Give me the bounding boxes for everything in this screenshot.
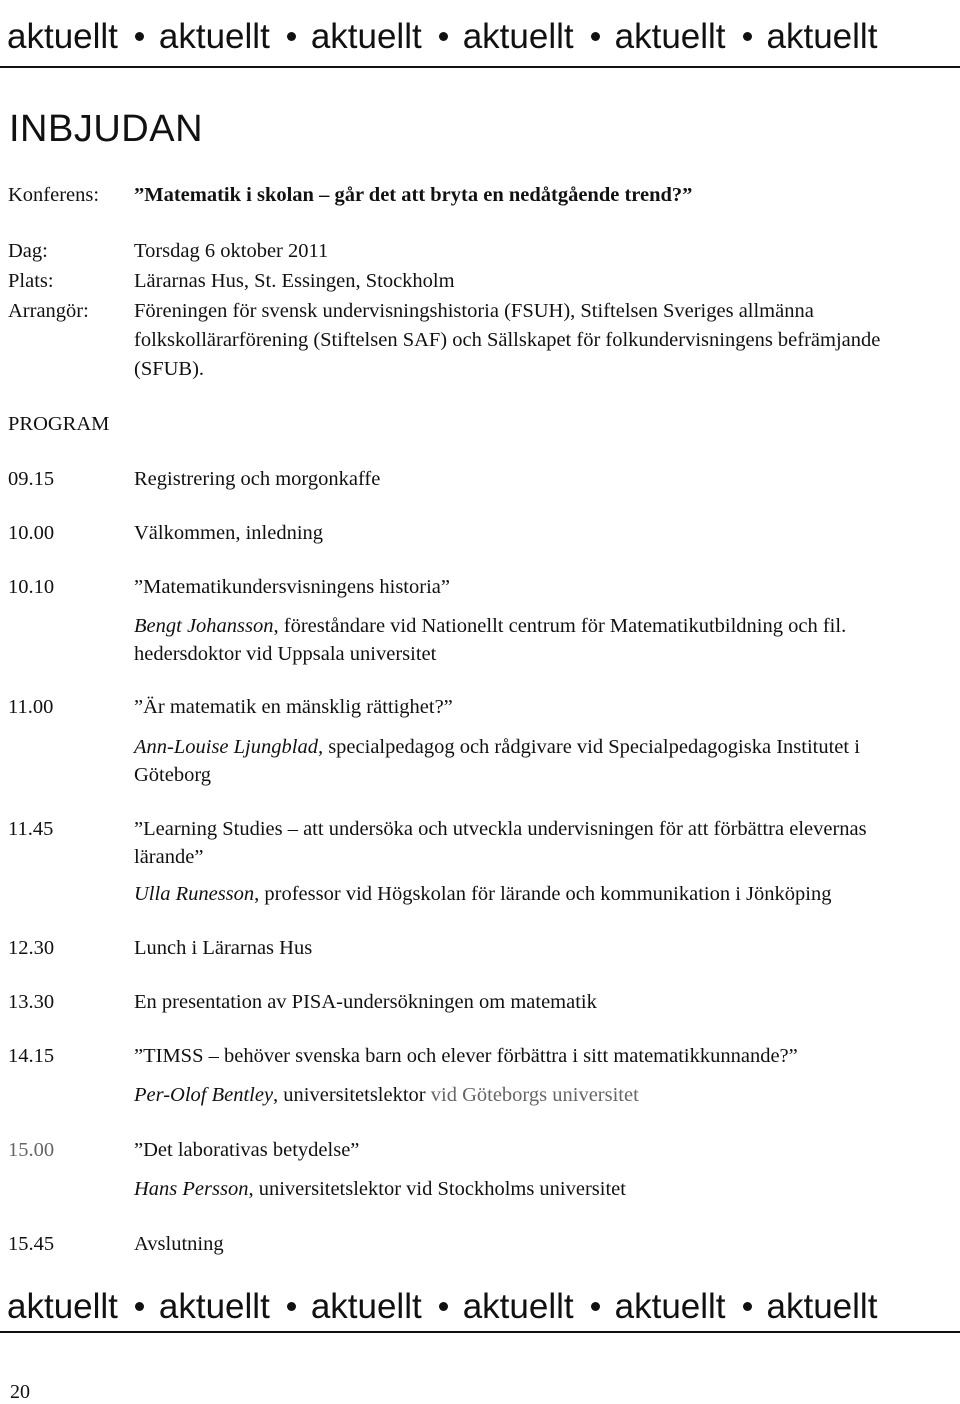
program-title: Välkommen, inledning xyxy=(134,522,324,544)
bullet-dot-icon xyxy=(287,1302,296,1311)
speaker-name: Ulla Runesson xyxy=(134,883,255,905)
day-label: Dag: xyxy=(8,240,48,262)
speaker-name: Per-Olof Bentley xyxy=(134,1084,274,1106)
band-word: aktuellt xyxy=(766,1287,878,1326)
band-word: aktuellt xyxy=(310,1287,422,1326)
bullet-dot-icon xyxy=(591,32,600,41)
band-word: aktuellt xyxy=(614,17,726,56)
speaker-role: , universitetslektor xyxy=(273,1084,426,1106)
organizer-label: Arrangör: xyxy=(8,300,89,322)
bullet-dot-icon xyxy=(591,1302,600,1311)
footer-band xyxy=(7,1282,953,1332)
speaker-name: Bengt Johansson xyxy=(134,615,274,637)
bullet-dot-icon xyxy=(135,32,144,41)
band-word: aktuellt xyxy=(7,1287,118,1326)
bullet-dot-icon xyxy=(743,32,752,41)
program-time: 15.00 xyxy=(8,1139,55,1161)
speaker-role: specialpedagog och rådgivare vid Specialpedagogiska Institutet i Göteborg xyxy=(134,736,860,786)
program-title: Avslutning xyxy=(134,1233,224,1255)
program-time: 11.00 xyxy=(8,696,54,718)
program-title: En presentation av PISA-undersökningen om matematik xyxy=(134,991,597,1013)
program-speaker-line xyxy=(134,1175,944,1203)
page-title: INBJUDAN xyxy=(9,108,204,150)
program-speaker-line xyxy=(134,1081,944,1109)
page-number: 20 xyxy=(10,1381,30,1403)
program-title: ”Det laborativas betydelse” xyxy=(134,1139,360,1161)
program-title: Lunch i Lärarnas Hus xyxy=(134,937,313,959)
band-word: aktuellt xyxy=(766,17,878,56)
band-word: aktuellt xyxy=(462,17,574,56)
day-value: Torsdag 6 oktober 2011 xyxy=(134,240,329,262)
conference-label: Konferens: xyxy=(8,184,100,206)
program-title: ”Är matematik en mänsklig rättighet?” xyxy=(134,696,453,718)
program-title: ”TIMSS – behöver svenska barn och elever förbättra i sitt matematikkunnande?” xyxy=(134,1045,798,1067)
program-time: 10.10 xyxy=(8,576,55,598)
speaker-role: , professor vid Högskolan för lärande och kommunikation i Jönköping xyxy=(254,883,832,905)
bullet-dot-icon xyxy=(287,32,296,41)
bullet-dot-icon xyxy=(135,1302,144,1311)
speaker-role: , universitetslektor vid Stockholms universitet xyxy=(248,1178,626,1200)
speaker-role: , föreståndare vid Nationellt centrum för Matematikutbildning och fil. hedersdoktor vid Uppsala universitet xyxy=(134,615,847,665)
program-time: 12.30 xyxy=(8,937,55,959)
program-speaker-line xyxy=(134,880,949,908)
band-word: aktuellt xyxy=(7,17,118,56)
program-time: 09.15 xyxy=(8,468,55,490)
program-time: 13.30 xyxy=(8,991,55,1013)
program-heading: PROGRAM xyxy=(8,413,110,435)
program-speaker-line xyxy=(134,612,934,668)
band-word: aktuellt xyxy=(158,17,270,56)
speaker-name: Hans Persson xyxy=(134,1178,249,1200)
bullet-dot-icon xyxy=(439,32,448,41)
band-word: aktuellt xyxy=(310,17,422,56)
program-title: ”Learning Studies – att undersöka och utveckla undervisningen för att förbättra elevernas lärande” xyxy=(134,818,867,868)
band-word: aktuellt xyxy=(462,1287,574,1326)
bullet-dot-icon xyxy=(743,1302,752,1311)
program-title: ”Matematikundersvisningens historia” xyxy=(134,576,450,598)
organizer-value: Föreningen för svensk undervisningshistoria (FSUH), Stiftelsen Sveriges allmänna folkskollärarförening (Stiftelsen SAF) och Sällskapet för folkundervisningens befrämjande (SFUB). xyxy=(134,300,881,380)
bullet-dot-icon xyxy=(439,1302,448,1311)
band-word: aktuellt xyxy=(158,1287,270,1326)
header-band xyxy=(7,12,953,62)
speaker-role-affiliation: vid Göteborgs universitet xyxy=(425,1084,639,1106)
band-word: aktuellt xyxy=(614,1287,726,1326)
speaker-name: Ann-Louise Ljungblad, xyxy=(134,736,324,758)
header-rule xyxy=(0,66,960,68)
program-title: Registrering och morgonkaffe xyxy=(134,468,381,490)
program-time: 11.45 xyxy=(8,818,54,840)
place-value: Lärarnas Hus, St. Essingen, Stockholm xyxy=(134,270,455,292)
program-speaker-line xyxy=(134,733,894,789)
conference-value: ”Matematik i skolan – går det att bryta en nedåtgående trend?” xyxy=(134,184,693,206)
place-label: Plats: xyxy=(8,270,54,292)
program-time: 10.00 xyxy=(8,522,55,544)
program-time: 15.45 xyxy=(8,1233,55,1255)
program-time: 14.15 xyxy=(8,1045,55,1067)
footer-rule xyxy=(0,1331,960,1333)
